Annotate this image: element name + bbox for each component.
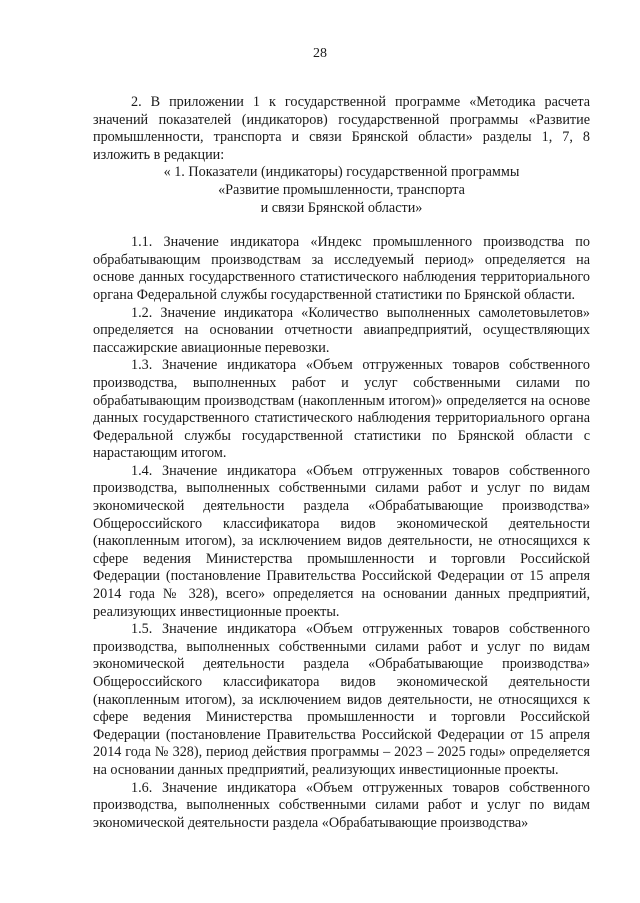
heading-line-3: и связи Брянской области»	[260, 199, 423, 216]
intro-paragraph: 2. В приложении 1 к государственной программе «Методика расчета значений показателей (индикаторов) государственной программы «Развитие промышленности, транспорта и связи Брянской области» разделы 1, 7, 8 изложить в редакции:	[93, 94, 590, 163]
section-heading	[93, 164, 590, 217]
paragraph-1-3: 1.3. Значение индикатора «Объем отгруженных товаров собственного производства, выполненных работ и услуг собственными силами по обрабатывающим производствам (накопленным итогом)» определяется на основе данных государственного статистического наблюдения территориального органа Федеральной службы государственной статистики по Брянской области с нарастающим итогом.	[93, 357, 590, 462]
document-body	[93, 94, 590, 832]
paragraph-1-6: 1.6. Значение индикатора «Объем отгруженных товаров собственного производства, выполненных собственными силами работ и услуг по видам экономической деятельности раздела «Обрабатывающие производства»	[93, 779, 590, 831]
page-number: 28	[313, 46, 327, 61]
heading-line-1: « 1. Показатели (индикаторы) государственной программы	[163, 164, 520, 181]
paragraph-1-4: 1.4. Значение индикатора «Объем отгруженных товаров собственного производства, выполненных собственными силами работ и услуг по видам экономической деятельности раздела «Обрабатывающие производства» Общероссийского классификатора видов экономической деятельности (накопленным итогом), за исключением видов деятельности, не относящихся к сфере ведения Министерства промышленности и торговли Российской Федерации (постановление Правительства Российской Федерации от 15 апреля 2014 года № 328), всего» определяется на основании данных предприятий, реализующих инвестиционные проекты.	[93, 462, 590, 620]
heading-line-2: «Развитие промышленности, транспорта	[218, 181, 465, 198]
paragraph-1-1: 1.1. Значение индикатора «Индекс промышленного производства по обрабатывающим производствам за исследуемый период» определяется на основе данных государственного статистического наблюдения территориального органа Федеральной службы государственной статистики по Брянской области.	[93, 234, 590, 303]
paragraph-1-2: 1.2. Значение индикатора «Количество выполненных самолетовылетов» определяется на основании отчетности авиапредприятий, осуществляющих пассажирские авиационные перевозки.	[93, 304, 590, 356]
paragraph-1-5: 1.5. Значение индикатора «Объем отгруженных товаров собственного производства, выполненных собственными силами работ и услуг по видам экономической деятельности раздела «Обрабатывающие производства» Общероссийского классификатора видов экономической деятельности (накопленным итогом), за исключением видов деятельности, не относящихся к сфере ведения Министерства промышленности и торговли Российской Федерации (постановление Правительства Российской Федерации от 15 апреля 2014 года № 328), период действия программы – 2023 – 2025 годы» определяется на основании данных предприятий, реализующих инвестиционные проекты.	[93, 621, 590, 778]
